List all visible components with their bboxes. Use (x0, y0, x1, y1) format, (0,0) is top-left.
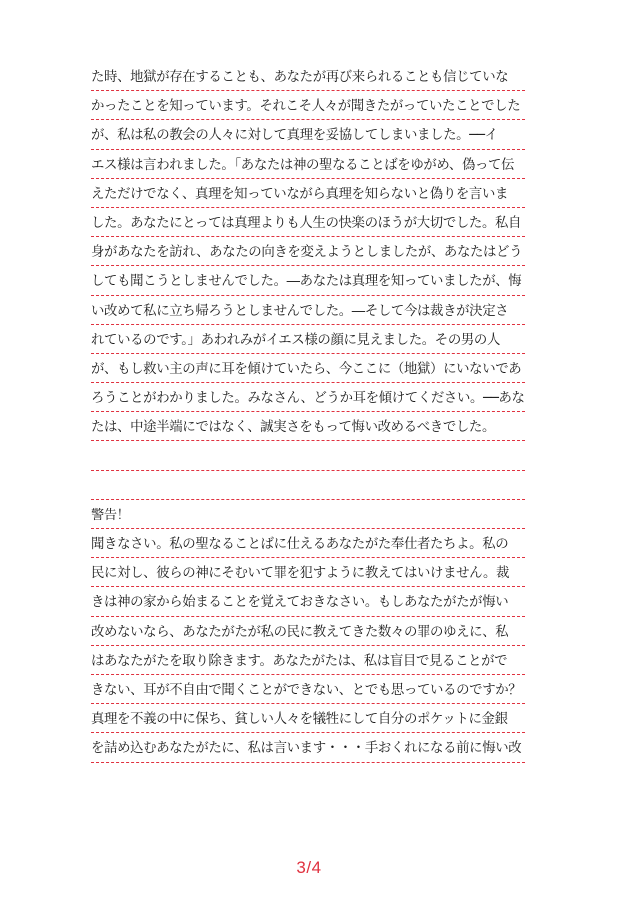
document-page (91, 62, 525, 763)
page-number: 3/4 (296, 858, 322, 877)
section-heading: 警告！ (91, 500, 525, 529)
text-line: 聞きなさい。私の聖なることばに仕えるあなたがた奉仕者たちよ。私の (91, 529, 525, 558)
text-line: が、もし救い主の声に耳を傾けていたら、今ここに（地獄）にいないであ (91, 354, 525, 383)
text-line: れているのです。」あわれみがイエス様の顔に見えました。その男の人 (91, 325, 525, 354)
text-line: た時、地獄が存在することも、あなたが再び来られることも信じていな (91, 62, 525, 91)
text-line: い改めて私に立ち帰ろうとしませんでした。―そして今は裁きが決定さ (91, 296, 525, 325)
text-line: した。あなたにとっては真理よりも人生の快楽のほうが大切でした。私自 (91, 208, 525, 237)
text-line: はあなたがたを取り除きます。あなたがたは、私は盲目で見ることがで (91, 646, 525, 675)
blank-ruled-line (91, 441, 525, 470)
text-line: 民に対し、彼らの神にそむいて罪を犯すように教えてはいけません。裁 (91, 558, 525, 587)
text-line: きは神の家から始まることを覚えておきなさい。もしあなたがたが悔い (91, 587, 525, 616)
text-line: 真理を不義の中に保ち、貧しい人々を犠牲にして自分のポケットに金銀 (91, 704, 525, 733)
text-line: を詰め込むあなたがたに、私は言います・・・手おくれになる前に悔い改 (91, 733, 525, 762)
text-line: エス様は言われました。「あなたは神の聖なることばをゆがめ、偽って伝 (91, 150, 525, 179)
text-line: ろうことがわかりました。みなさん、どうか耳を傾けてください。──あな (91, 383, 525, 412)
text-line: きない、耳が不自由で聞くことができない、とでも思っているのですか？ (91, 675, 525, 704)
text-line: しても聞こうとしませんでした。―あなたは真理を知っていましたが、悔 (91, 266, 525, 295)
blank-ruled-line (91, 471, 525, 500)
text-line: かったことを知っています。それこそ人々が聞きたがっていたことでした (91, 91, 525, 120)
text-line: えただけでなく、真理を知っていながら真理を知らないと偽りを言いま (91, 179, 525, 208)
text-line: 身があなたを訪れ、あなたの向きを変えようとしましたが、あなたはどう (91, 237, 525, 266)
text-line: が、私は私の教会の人々に対して真理を妥協してしまいました。──イ (91, 120, 525, 149)
text-line: 改めないなら、あなたがたが私の民に教えてきた数々の罪のゆえに、私 (91, 617, 525, 646)
text-line: たは、中途半端にではなく、誠実さをもって悔い改めるべきでした。 (91, 412, 525, 441)
